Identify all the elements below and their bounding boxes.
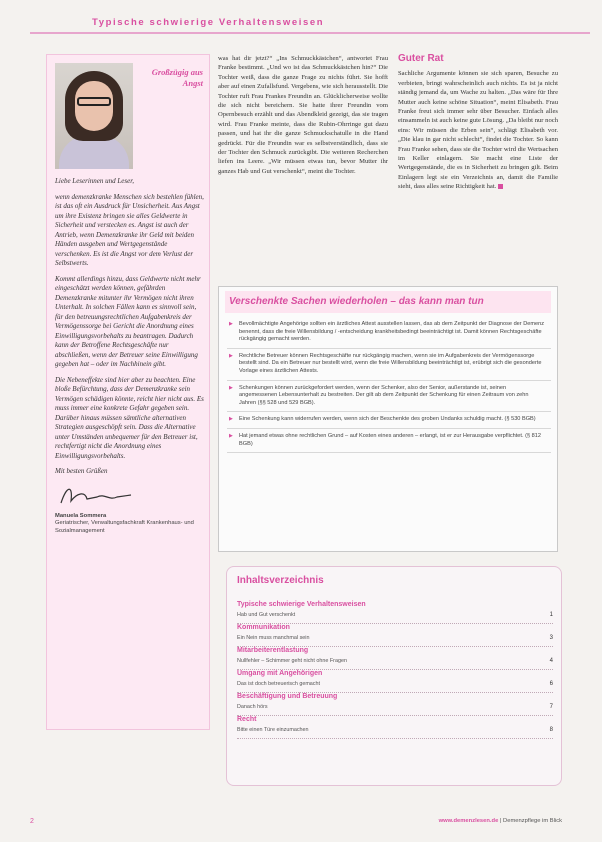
footer-url [372,818,562,824]
toc-item[interactable] [237,624,553,647]
toc-item-page: 7 [549,704,553,710]
editorial-paragraph: wenn demenzkranke Menschen sich bestehlen fühlen, ist das oft ein Ausdruck für Unsicherheit. Aus Angst um ihre Existenz bringen sie alles Geldwerte in Sicherheit und verstecken es. Angst ist auch der Antrieb, wenn Demenzkranke ihr Geld mit beiden Händen ausgeben und Wertgegenstände verschenken. Es ist die Angst vor dem Verlust der Selbstwerts. [55,192,204,267]
toc-item-title: Beschäftigung und Betreuung [237,693,338,700]
toc-item-title: Umgang mit Angehörigen [237,670,323,677]
toc-item-page: 1 [549,612,553,618]
toc-item-page: 8 [549,727,553,733]
editorial-paragraph: Liebe Leserinnen und Leser, [55,177,134,185]
author-photo [55,63,133,169]
toc-list [237,601,553,739]
article-column-right [398,54,558,192]
footer-publisher: | Demenzpflege im Blick [498,818,562,824]
end-mark-icon [498,184,503,189]
toc-item-subtitle: Ein Nein muss manchmal sein [237,635,310,641]
author-block [55,513,205,536]
page-number: 2 [30,818,34,825]
tips-list-item: ▶ Rechtliche Betreuer können Rechtsgeschäfte nur rückgängig machen, wenn sie im Aufgabenkreis der Vermögenssorge bestellt sind. Da ein Betreuer nur bestellt wird, wenn die freie Willensbildung beeinträchtigt ist, erübrigt sich die gesonderte Vorlage eines ärztlichen Attests. [227,349,551,381]
toc-item-subtitle: Danach hörs [237,704,268,710]
footer-website-link[interactable]: www.demenzlesen.de [438,818,499,824]
page-header [30,8,590,34]
toc-title: Inhaltsverzeichnis [237,575,324,586]
editorial-paragraph: Die Nebeneffekte sind hier aber zu beachten. Eine bloße Befürchtung, dass der Demenzkranke sein Vermögen schädigen könnte, reicht hier nicht aus. Es muss immer eine konkrete Gefahr gegeben sein. Darüber hinaus müssen sämtliche alternativen Strategien ausgeschöpft sein. Dass die Alternative unter Umständen unbequemer für den Betreuer ist, rechtfertigt nicht die Anordnung eines Einwilligungsvorbehalts. [55,375,204,460]
editorial-tagline: Großzügig aus Angst [151,67,203,88]
toc-item-page: 4 [549,658,553,664]
editorial-text [55,177,205,535]
article-column-middle: was hat dir jetzt?“ „Ins Schmuckkästchen“, antwortet Frau Franke bestimmt. „Und wo ist das Schmuckkästchen hin?“ Die Tochter weiß, dass die ganze Frage zu nichts führt. Sie hofft aber auf einen Zufallsfund. Vergebens, wie sich herausstellt. Die Tochter ruft Frau Frankes Freundin an. Glücklicherweise wollte die sich nicht bereichern. Sie hatte ihrer Freundin vom Opernbesuch erzählt und das Abendkleid gezeigt, das sie tragen wird. Frau Franke meinte, dass die Rubin-Ohrringe gut dazu passen, und hat ihr die ganze Schmuckschatulle in die Hand gedrückt. Für die Freundin war es selbstverständlich, dass sie der Tochter den Schmuck zurückgibt. Die weiteren Recherchen liefen ins Leere. „Wir müssen etwas tun, bevor Mutter ihr ganzes Hab und Gut verschenkt“, meint die Tochter. [218,55,388,175]
toc-item[interactable] [237,670,553,693]
toc-item-subtitle: Das ist doch betreuerisch gemacht [237,681,320,687]
tips-list-item: ▶ Schenkungen können zurückgefordert werden, wenn der Schenker, also der Senior, außerstande ist, seinen angemessenen Lebensunterhalt zu bestreiten. Der gilt ab dem Zeitpunkt der Schenkung für einen Zeitraum von zehn Jahren (§§ 528 und 529 BGB). [227,381,551,413]
editorial-paragraph: Mit besten Grüßen [55,467,108,475]
tips-list-item: ▶ Eine Schenkung kann widerrufen werden, wenn sich der Beschenkte des groben Undanks schuldig macht. (§ 530 BGB) [227,412,551,429]
toc-item-title: Recht [237,716,257,723]
editorial-sidebar [46,54,210,730]
tips-box [218,286,558,552]
tips-list [227,317,551,453]
tips-box-header [225,291,551,313]
toc-item-subtitle: Hab und Gut verschenkt [237,612,296,618]
toc-item-title: Mitarbeiterentlastung [237,647,309,654]
tips-list-item: ▶ Hat jemand etwas ohne rechtlichen Grund – auf Kosten eines anderen – erlangt, ist er zur Herausgabe verpflichtet. (§ 812 BGB) [227,429,551,453]
toc-item[interactable] [237,601,553,624]
toc-item-title: Typische schwierige Verhaltensweisen [237,601,366,608]
guter-rat-text: Sachliche Argumente können sie sich sparen, Besuche zu verbieten, bringt wahrscheinlich auch nichts. Es ist ja nicht ständig jemand da, um Wache zu halten. „Das wäre für Ihre Mutter auch keine schöne Situation“, meint Elisabeth. Frau Franke freut sich immer sehr über Besucher. Einfach alles einsammeln ist auch keine gute Lösung. „Da bleibt nur noch eins: Wir müssen die Erben sein“, schlägt Elisabeth vor. „Die klau in gar nicht schlecht“, findet die Tochter. So kann Frau Franke sehen, dass sie die Tochter wird die Wertsachen im Keller einlagern. Sie macht eine Liste der Wertgegenstände, die es in Sicherheit zu bringen gilt. Beim Einlagern legt sie ein Verzeichnis an, damit die Familie sieht, dass alles seine Richtigkeit hat. [398,70,558,191]
toc-item-page: 3 [549,635,553,641]
section-title: Typische schwierige Verhaltensweisen [92,17,325,28]
signature-icon [57,483,137,509]
photo-glasses-shape [77,97,111,106]
author-role: Geriatrischer, Verwaltungsfachkraft Krankenhaus- und Sozialmanagement [55,520,194,534]
toc-item[interactable] [237,693,553,716]
tips-box-title: Verschenkte Sachen wiederholen – das kann man tun [229,296,484,307]
toc-item-subtitle: Nullfehler – Schimmer geht nicht ohne Fragen [237,658,347,664]
subheading-guter-rat: Guter Rat [398,53,444,64]
signature [55,483,205,509]
table-of-contents [226,566,562,786]
toc-item-title: Kommunikation [237,624,290,631]
author-name: Manuela Sommera [55,512,107,519]
editorial-paragraph: Kommt allerdings hinzu, dass Geldwerte nicht mehr eingeschätzt werden können, gefährden Demenzkranke mitunter ihr Vermögen nicht ihren Unterhalt. In solchen Fällen kann es sinnvoll sein, für den betreuungsrechtlichen Aufgabenkreis der Vermögenssorge bei Gericht die Anordnung eines Einwilligungsvorbehalts zu beantragen. Dadurch kann der Betroffene Rechtsgeschäfte nur abschließen, wenn der Betreuer seine Einwilligung gegeben hat – oder im Nachhinein gibt. [55,274,201,368]
toc-item-page: 6 [549,681,553,687]
toc-item[interactable] [237,716,553,739]
toc-item[interactable] [237,647,553,670]
toc-item-subtitle: Bitte einen Türe einzumachen [237,727,309,733]
tips-list-item: ▶ Bevollmächtigte Angehörige sollten ein ärztliches Attest ausstellen lassen, das ab dem Zeitpunkt der Diagnose der Demenz benennt, dass die freie Willensbildung / -entscheidung krankheitsbedingt beeinträchtigt ist. Damit können Rechtsgeschäfte rückgängig gemacht werden. [227,317,551,349]
photo-face-shape [75,81,113,131]
